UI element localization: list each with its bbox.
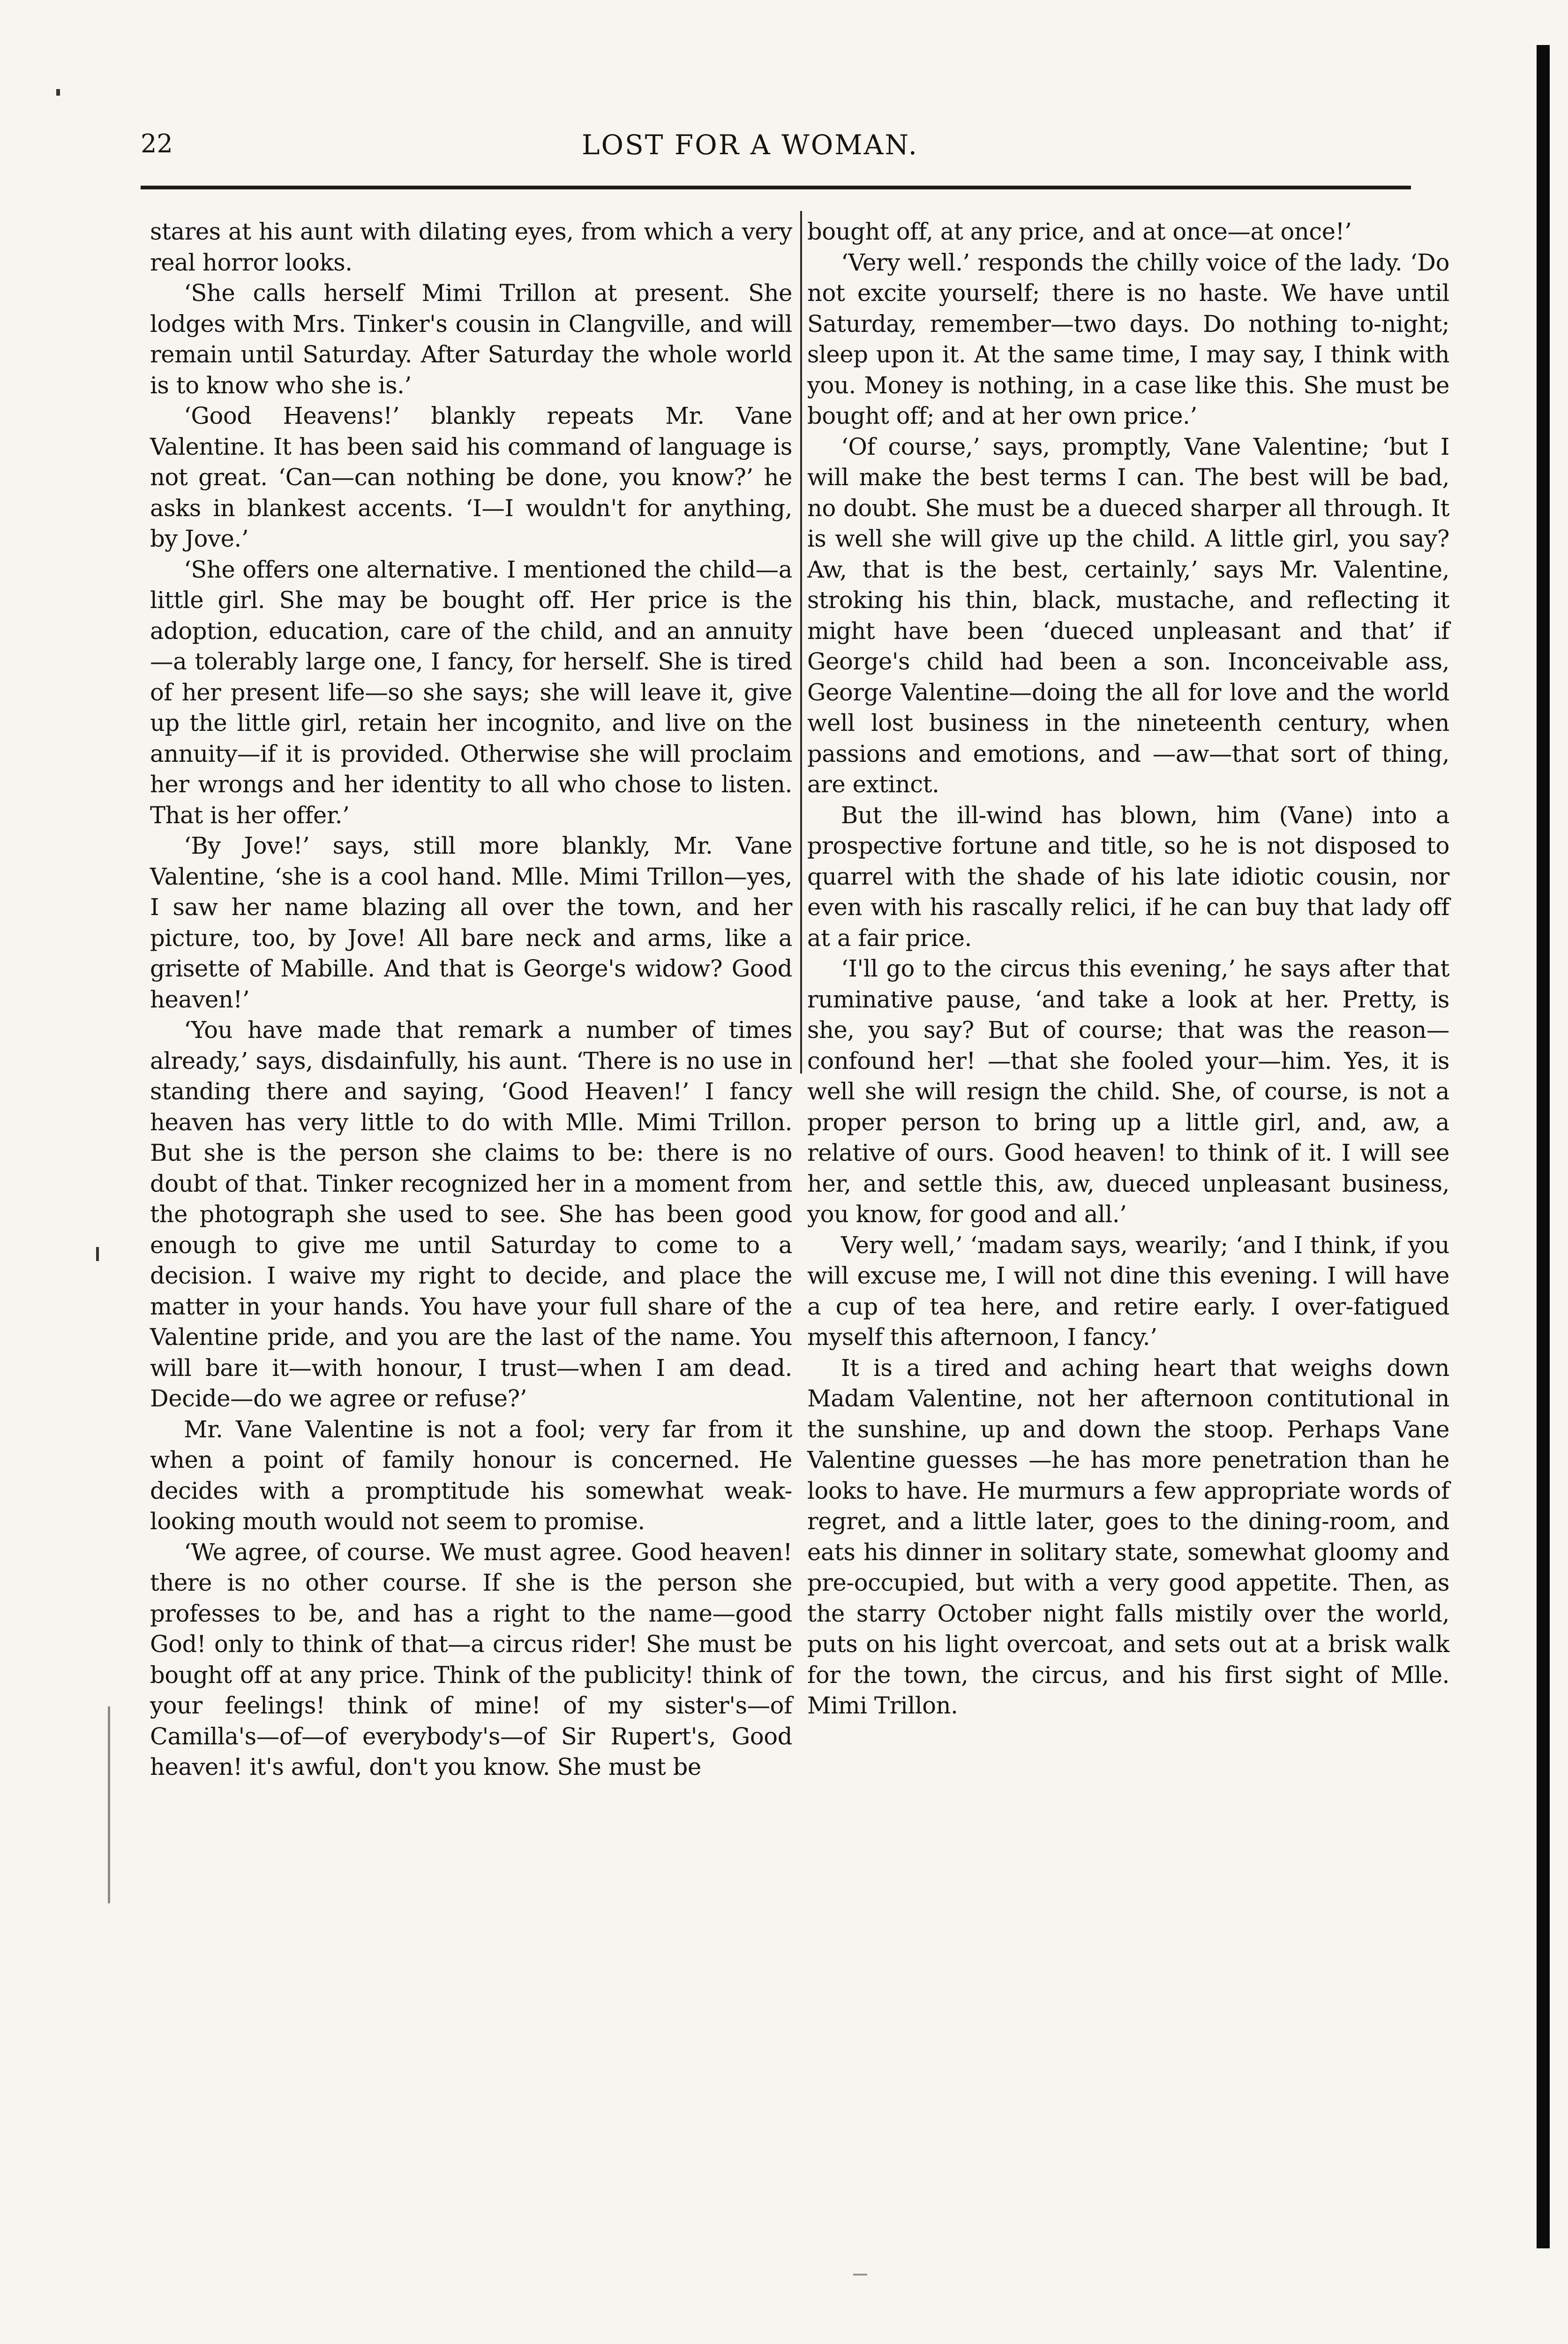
paragraph: ‘Of course,’ says, promptly, Vane Valentine; ‘but I will make the best terms I can. The best will be bad, no doubt. She must be a dueced sharper all through. It is well she will give up the child. A little girl, you say? Aw, that is the best, certainly,’ says Mr. Valentine, stroking his thin, black, mustache, and reflecting it might have been ‘dueced unpleasant and that’ if George's child had been a son. Inconceivable ass, George Valentine—doing the all for love and the world well lost business in the nineteenth century, when passions and emotions, and —aw—that sort of thing, are extinct. — [807, 433, 1449, 798]
paragraph: Very well,’ ‘madam says, wearily; ‘and I think, if you will excuse me, I will not dine this evening. I will have a cup of tea here, and retire early. I over-fatigued myself this afternoon, I fancy.’ — [807, 1231, 1449, 1351]
header-rule — [141, 186, 1411, 189]
paragraph: ‘You have made that remark a number of times already,’ says, disdainfully, his aunt. ‘There is no use in standing there and saying, ‘Good Heaven!’ I fancy heaven has very little to do with Mlle. Mimi Trillon. But she is the person she claims to be: there is no doubt of that. Tinker recognized her in a moment from the photograph she used to see. She has been good enough to give me until Saturday to come to a decision. I waive my right to decide, and place the matter in your hands. You have your full share of the Valentine pride, and you are the last of the name. You will bare it—with honour, I trust—when I am dead. Decide—do we agree or refuse?’ — [150, 1016, 792, 1412]
left-column — [150, 217, 792, 1783]
paragraph: ‘Good Heavens!’ blankly repeats Mr. Vane Valentine. It has been said his command of language is not great. ‘Can—can nothing be done, you know?’ he asks in blankest accents. ‘I—I wouldn't for anything, by Jove.’ — [150, 402, 792, 552]
paragraph: stares at his aunt with dilating eyes, from which a very real horror looks. — [150, 218, 792, 276]
page-edge-bar — [1537, 45, 1550, 2248]
paragraph: Mr. Vane Valentine is not a fool; very far from it when a point of family honour is concerned. He decides with a promptitude his somewhat weak-looking mouth would not seem to promise. — [150, 1415, 792, 1535]
scan-speck — [56, 89, 60, 96]
paragraph: ‘I'll go to the circus this evening,’ he says after that ruminative pause, ‘and take a look at her. Pretty, is she, you say? But of course; that was the reason—confound her! —that she fooled your—him. Yes, it is well she will resign the child. She, of course, is not a proper person to bring up a little girl, and, aw, a relative of ours. Good heaven! to think of it. I will see her, and settle this, aw, dueced unpleasant business, you know, for good and all.’ — [807, 955, 1449, 1228]
paragraph: But the ill-wind has blown, him (Vane) into a prospective fortune and title, so he is not disposed to quarrel with the shade of his late idiotic cousin, nor even with his rascally relici, if he can buy that lady off at a fair price. — [807, 801, 1449, 952]
column-divider — [800, 211, 802, 1074]
paragraph: ‘She calls herself Mimi Trillon at present. She lodges with Mrs. Tinker's cousin in Clangville, and will remain until Saturday. After Saturday the whole world is to know who she is.’ — [150, 279, 792, 399]
scan-speck — [96, 1247, 99, 1261]
scan-speck — [853, 2274, 867, 2276]
running-title: LOST FOR A WOMAN. — [581, 129, 919, 161]
paragraph: ‘Very well.’ responds the chilly voice of the lady. ‘Do not excite yourself; there is no haste. We have until Saturday, remember—two days. Do nothing to-night; sleep upon it. At the same time, I may say, I think with you. Money is nothing, in a case like this. She must be bought off; and at her own price.’ — [807, 248, 1449, 429]
paragraph: It is a tired and aching heart that weighs down Madam Valentine, not her afternoon contitutional in the sunshine, up and down the stoop. Perhaps Vane Valentine guesses —he has more penetration than he looks to have. He murmurs a few appropriate words of regret, and a little later, goes to the dining-room, and eats his dinner in solitary state, somewhat gloomy and pre-occupied, but with a very good appetite. Then, as the starry October night falls mistily over the world, puts on his light overcoat, and sets out at a brisk walk for the town, the circus, and his first sight of Mlle. Mimi Trillon. — [807, 1354, 1449, 1719]
scan-margin-marks — [108, 1706, 110, 1903]
paragraph: ‘By Jove!’ says, still more blankly, Mr. Vane Valentine, ‘she is a cool hand. Mlle. Mimi Trillon—yes, I saw her name blazing all over the town, and her picture, too, by Jove! All bare neck and arms, like a grisette of Mabille. And that is George's widow? Good heaven!’ — [150, 832, 792, 1013]
paragraph: ‘She offers one alternative. I mentioned the child—a little girl. She may be bought off. Her price is the adoption, education, care of the child, and an annuity—a tolerably large one, I fancy, for herself. She is tired of her present life—so she says; she will leave it, give up the little girl, retain her incognito, and live on the annuity—if it is provided. Otherwise she will proclaim her wrongs and her identity to all who chose to listen. That is her offer.’ — [150, 556, 792, 829]
paragraph: ‘We agree, of course. We must agree. Good heaven! there is no other course. If she is the person she professes to be, and has a right to the name—good God! only to think of that—a circus rider! She must be bought off at any price. Think of the publicity! think of your feelings! think of mine! of my sister's—of Camilla's—of—of everybody's—of Sir Rupert's, Good heaven! it's awful, don't you know. She must be — [150, 1538, 792, 1781]
page-number: 22 — [141, 129, 173, 158]
right-column — [807, 217, 1449, 1721]
paragraph: bought off, at any price, and at once—at once!’ — [807, 218, 1352, 245]
